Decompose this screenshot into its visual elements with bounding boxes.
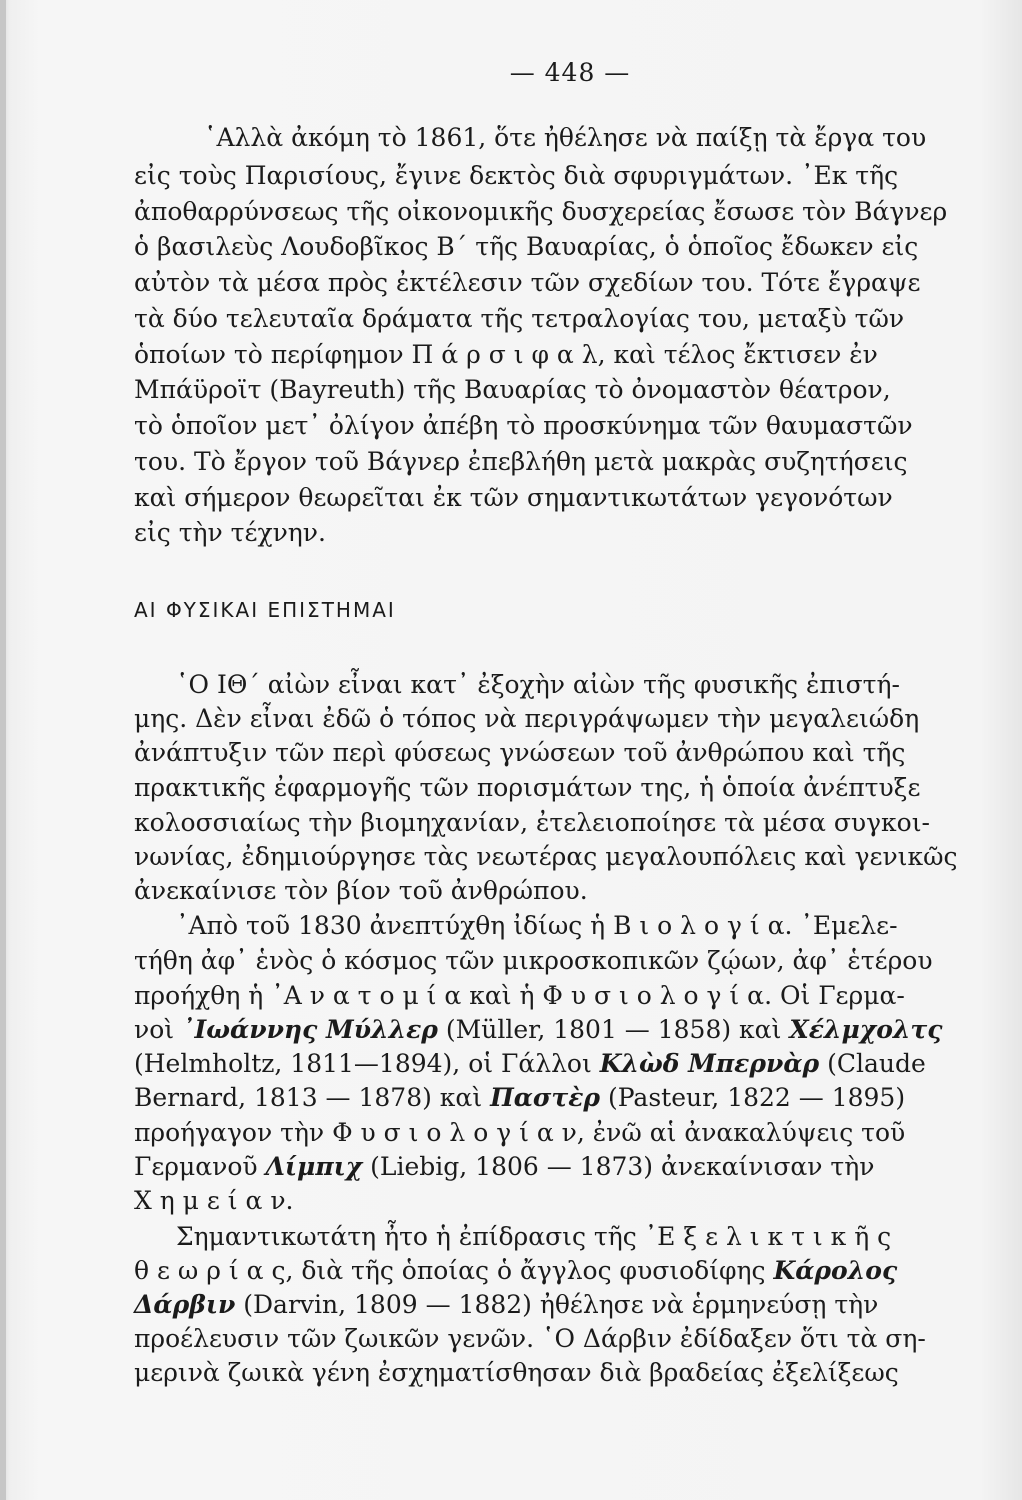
paragraph3-line-8-text-2: (Liebig, 1806 — 1873) ἀνεκαίνισαν τὴν (362, 1152, 875, 1181)
paragraph3-line-3-text: προήχθη ἡ ᾿Α ν α τ ο μ ί α καὶ ἡ Φ υ σ ι ο λ ο γ ί α. Οἱ Γερμα- (134, 981, 905, 1010)
paragraph3-line-5 (134, 1049, 926, 1079)
paragraph4-line-3-text: (Darvin, 1809 — 1882) ἠθέλησε νὰ ἑρμηνεύσῃ τὴν (235, 1290, 879, 1319)
paragraph1-line-10: του. Τὸ ἔργον τοῦ Βάγνερ ἐπεβλήθη μετὰ μακρὰς συζητήσεις (134, 447, 908, 476)
paragraph1-line-6: τὰ δύο τελευταῖα δράματα τῆς τετραλογίας του, μεταξὺ τῶν (134, 304, 905, 333)
paragraph3-line-8-text: Γερμανοῦ (134, 1152, 266, 1181)
paragraph4-line-4-text: προέλευσιν τῶν ζωικῶν γενῶν. ῾Ο Δάρβιν ἐδίδαξεν ὅτι τὰ ση- (134, 1324, 926, 1353)
paragraph3-line-9 (134, 1186, 294, 1216)
paragraph2-line-2: μης. Δὲν εἶναι ἐδῶ ὁ τόπος νὰ περιγράψωμεν τὴν μεγαλειώδη (134, 704, 920, 733)
paragraph1-line-8: Μπάϋροϊτ (Bayreuth) τῆς Βαυαρίας τὸ ὀνομαστὸν θέατρον, (134, 375, 891, 404)
paragraph3-line-2-text: τήθη ἀφ᾿ ἑνὸς ὁ κόσμος τῶν μικροσκοπικῶν ζῴων, ἀφ᾿ ἑτέρου (134, 946, 933, 975)
name-karolos: Κάρολος (773, 1256, 898, 1285)
paragraph3-line-1 (176, 911, 898, 941)
name-liebig: Λίμπιχ (265, 1152, 363, 1181)
paragraph1-line-11: καὶ σήμερον θεωρεῖται ἐκ τῶν σημαντικωτάτων γεγονότων (134, 483, 893, 512)
paragraph3-line-8 (134, 1152, 874, 1182)
paragraph1-line-12: εἰς τὴν τέχνην. (134, 518, 326, 547)
paragraph4-line-2 (134, 1256, 897, 1286)
paragraph3-line-9-text: Χ η μ ε ί α ν. (134, 1186, 294, 1215)
paragraph3-line-4 (134, 1015, 942, 1045)
page-number: — 448 — (509, 58, 631, 87)
paragraph3-line-7-text: προήγαγον τὴν Φ υ σ ι ο λ ο γ ί α ν, ἐνῶ αἱ ἀνακαλύψεις τοῦ (134, 1118, 906, 1147)
paragraph1-line-2: εἰς τοὺς Παρισίους, ἔγινε δεκτὸς διὰ σφυριγμάτων. ᾿Εκ τῆς (134, 161, 899, 190)
paragraph2-line-1: ῾Ο ΙΘ΄ αἰὼν εἶναι κατ᾿ ἐξοχὴν αἰὼν τῆς φυσικῆς ἐπιστή- (176, 670, 900, 699)
paragraph4-line-5-text: μερινὰ ζωικὰ γένη ἐσχηματίσθησαν διὰ βραδείας ἐξελίξεως (134, 1358, 899, 1387)
paragraph3-line-2 (134, 946, 933, 976)
paragraph2-line-7: ἀνεκαίνισε τὸν βίον τοῦ ἀνθρώπου. (134, 876, 588, 905)
paragraph3-line-1-text: ᾿Απὸ τοῦ 1830 ἀνεπτύχθη ἰδίως ἡ Β ι ο λ ο γ ί α. ᾿Εμελε- (176, 911, 898, 940)
paragraph2-line-5: κολοσσιαίως τὴν βιομηχανίαν, ἐτελειοποίησε τὰ μέσα συγκοι- (134, 808, 930, 837)
name-muller: ᾿Ιωάννης Μύλλερ (182, 1015, 438, 1044)
paragraph4-line-2-text: θ ε ω ρ ί α ς, διὰ τῆς ὁποίας ὁ ἄγγλος φυσιοδίφης (134, 1256, 774, 1285)
name-darwin: Δάρβιν (134, 1290, 236, 1319)
paragraph3-line-5-text: (Helmholtz, 1811—1894), οἱ Γάλλοι (134, 1049, 600, 1078)
paragraph1-line-1: ῾Αλλὰ ἀκόμη τὸ 1861, ὅτε ἠθέλησε νὰ παίξῃ τὰ ἔργα του (204, 123, 927, 152)
paragraph1-line-3: ἀποθαρρύνσεως τῆς οἰκονομικῆς δυσχερείας ἔσωσε τὸν Βάγνερ (134, 197, 948, 226)
paragraph3-line-3 (134, 981, 905, 1011)
paragraph4-line-5 (134, 1358, 899, 1388)
paragraph3-line-7 (134, 1118, 905, 1148)
paragraph4-line-1 (176, 1222, 891, 1252)
paragraph3-line-4-text-2: (Müller, 1801 — 1858) καὶ (437, 1015, 790, 1044)
name-helmholtz: Χέλμχολτς (789, 1015, 943, 1044)
paragraph4-line-3 (134, 1290, 878, 1320)
paragraph2-line-3: ἀνάπτυξιν τῶν περὶ φύσεως γνώσεων τοῦ ἀνθρώπου καὶ τῆς (134, 738, 906, 767)
paragraph3-line-6-text: Bernard, 1813 — 1878) καὶ (134, 1083, 491, 1112)
paragraph2-line-6: νωνίας, ἐδημιούργησε τὰς νεωτέρας μεγαλουπόλεις καὶ γενικῶς (134, 842, 958, 871)
paragraph1-line-9: τὸ ὁποῖον μετ᾿ ὀλίγον ἀπέβη τὸ προσκύνημα τῶν θαυμαστῶν (134, 411, 913, 440)
paragraph1-line-7: ὁποίων τὸ περίφημον Π ά ρ σ ι φ α λ, καὶ τέλος ἔκτισεν ἐν (134, 340, 878, 369)
paragraph1-line-4: ὁ βασιλεὺς Λουδοβῖκος Β΄ τῆς Βαυαρίας, ὁ ὁποῖος ἔδωκεν εἰς (134, 232, 919, 261)
paragraph4-line-1-text: Σημαντικωτάτη ἦτο ἡ ἐπίδρασις τῆς ᾿Ε ξ ε λ ι κ τ ι κ ῆ ς (176, 1222, 892, 1251)
paragraph2-line-4: πρακτικῆς ἐφαρμογῆς τῶν πορισμάτων της, ἡ ὁποία ἀνέπτυξε (134, 773, 921, 802)
name-pasteur: Παστὲρ (490, 1083, 601, 1112)
paragraph3-line-5-text-2: (Claude (819, 1049, 926, 1078)
paragraph3-line-6-text-2: (Pasteur, 1822 — 1895) (600, 1083, 906, 1112)
paragraph3-line-6 (134, 1083, 905, 1113)
paragraph4-line-4 (134, 1324, 926, 1354)
name-bernard: Κλὼδ Μπερνὰρ (599, 1049, 820, 1078)
section-heading: ΑΙ ΦΥΣΙΚΑΙ ΕΠΙΣΤΗΜΑΙ (134, 598, 396, 622)
paragraph1-line-5: αὐτὸν τὰ μέσα πρὸς ἐκτέλεσιν τῶν σχεδίων του. Τότε ἔγραψε (134, 268, 921, 297)
paragraph3-line-4-text: νοὶ (134, 1015, 182, 1044)
page-edge-shadow (0, 0, 6, 1500)
